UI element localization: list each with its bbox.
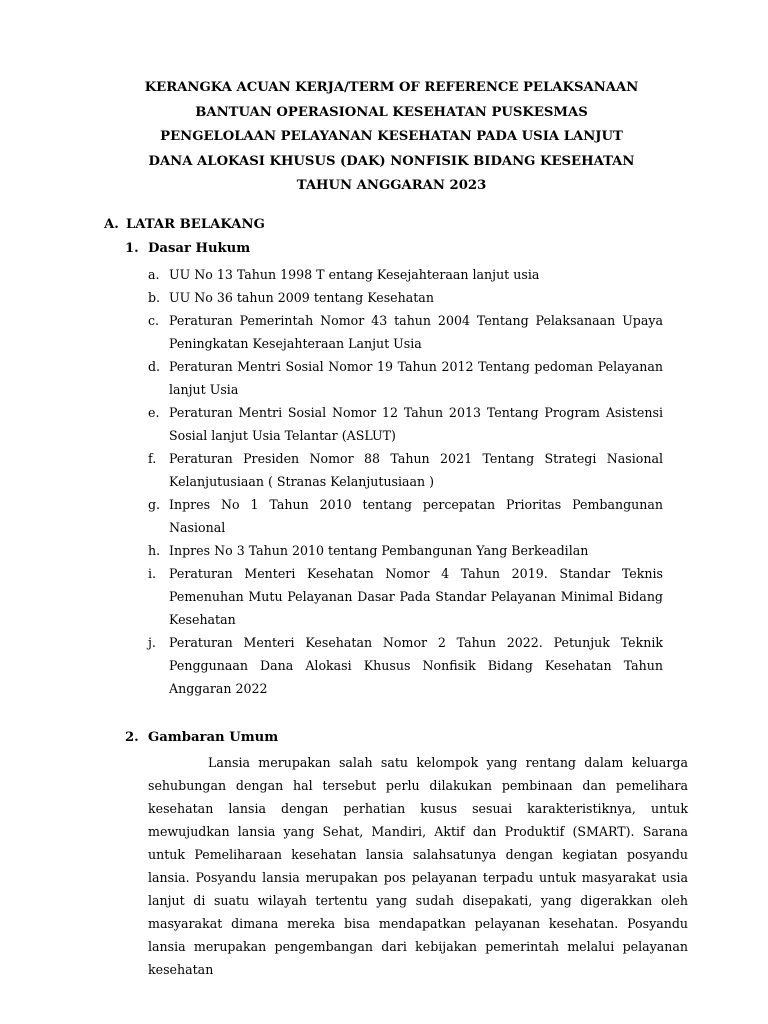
list-letter: i. — [148, 566, 157, 581]
list-letter: f. — [148, 451, 157, 466]
legal-basis-list — [148, 263, 663, 700]
list-item — [148, 447, 663, 493]
section-marker: A. — [104, 217, 119, 232]
list-item-text: Peraturan Mentri Sosial Nomor 19 Tahun 2012 Tentang pedoman Pelayanan lanjut Usia — [169, 359, 663, 397]
section-label: LATAR BELAKANG — [126, 217, 265, 232]
subsection-label: Dasar Hukum — [148, 241, 251, 256]
list-item — [148, 631, 663, 700]
section-heading-a — [104, 215, 265, 235]
list-item — [148, 493, 663, 539]
document-title — [100, 76, 683, 199]
list-item-text: Inpres No 1 Tahun 2010 tentang percepatan Prioritas Pembangunan Nasional — [169, 497, 663, 535]
list-letter: d. — [148, 359, 161, 374]
list-item — [148, 263, 663, 286]
list-letter: c. — [148, 313, 160, 328]
list-item — [148, 286, 663, 309]
list-letter: g. — [148, 497, 161, 512]
title-line: KERANGKA ACUAN KERJA/TERM OF REFERENCE PELAKSANAAN — [144, 80, 639, 95]
list-letter: b. — [148, 290, 161, 305]
title-line: TAHUN ANGGARAN 2023 — [296, 178, 487, 194]
subsection-marker: 1. — [125, 241, 139, 256]
list-letter: h. — [148, 543, 161, 558]
list-letter: a. — [148, 267, 160, 282]
list-item — [148, 309, 663, 355]
list-item — [148, 562, 663, 631]
list-item — [148, 355, 663, 401]
list-item-text: UU No 36 tahun 2009 tentang Kesehatan — [169, 290, 434, 305]
subsection-heading-dasar-hukum — [125, 239, 250, 259]
subsection-heading-gambaran-umum — [125, 728, 278, 748]
list-item-text: Peraturan Mentri Sosial Nomor 12 Tahun 2013 Tentang Program Asistensi Sosial lanjut Usia Telantar (ASLUT) — [169, 405, 663, 443]
list-item-text: Peraturan Presiden Nomor 88 Tahun 2021 Tentang Strategi Nasional Kelanjutusiaan ( Stranas Kelanjutusiaan ) — [169, 451, 663, 489]
list-item-text: UU No 13 Tahun 1998 T entang Kesejahteraan lanjut usia — [169, 267, 540, 282]
list-item-text: Peraturan Menteri Kesehatan Nomor 2 Tahun 2022. Petunjuk Teknik Penggunaan Dana Alokasi Khusus Nonfisik Bidang Kesehatan Tahun Anggaran 2022 — [169, 635, 663, 696]
title-line: BANTUAN OPERASIONAL KESEHATAN PUSKESMAS — [195, 104, 588, 120]
list-item — [148, 539, 663, 562]
subsection-marker: 2. — [125, 730, 139, 745]
list-item-text: Peraturan Pemerintah Nomor 43 tahun 2004 Tentang Pelaksanaan Upaya Peningkatan Kesejahteraan Lanjut Usia — [169, 313, 663, 351]
list-item-text: Inpres No 3 Tahun 2010 tentang Pembangunan Yang Berkeadilan — [169, 543, 589, 558]
list-letter: e. — [148, 405, 160, 420]
subsection-label: Gambaran Umum — [148, 730, 279, 745]
title-line: PENGELOLAAN PELAYANAN KESEHATAN PADA USIA LANJUT — [160, 129, 623, 145]
title-line: DANA ALOKASI KHUSUS (DAK) NONFISIK BIDANG KESEHATAN — [148, 153, 635, 169]
list-item — [148, 401, 663, 447]
list-letter: j. — [148, 635, 156, 650]
overview-paragraph: Lansia merupakan salah satu kelompok yang rentang dalam keluarga sehubungan dengan hal tersebut perlu dilakukan pembinaan dan pemelihara kesehatan lansia dengan perhatian kusus sesuai karakteristiknya, untuk mewujudkan lansia yang Sehat, Mandiri, Aktif dan Produktif (SMART). Sarana untuk Pemeliharaan kesehatan lansia salahsatunya dengan kegiatan posyandu lansia. Posyandu lansia merupakan pos pelayanan terpadu untuk masyarakat usia lanjut di suatu wilayah tertentu yang sudah disepakati, yang digerakkan oleh masyarakat dimana mereka bisa mendapatkan pelayanan kesehatan. Posyandu lansia merupakan pengembangan dari kebijakan pemerintah melalui pelayanan kesehatan — [148, 755, 688, 977]
list-item-text: Peraturan Menteri Kesehatan Nomor 4 Tahun 2019. Standar Teknis Pemenuhan Mutu Pelayanan Dasar Pada Standar Pelayanan Minimal Bidang Kesehatan — [169, 566, 663, 627]
